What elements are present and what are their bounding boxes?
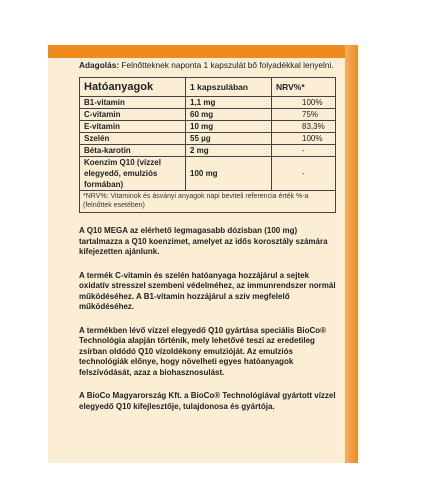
ingredient-nrv: - xyxy=(272,145,336,157)
top-orange-band xyxy=(48,45,358,58)
table-row xyxy=(80,145,336,157)
table-row xyxy=(80,109,336,121)
nrv-footnote: *NRV%: Vitaminok és ásványi anyagok napi beviteli referencia érték %-a (felnőttek esetében) xyxy=(80,191,336,213)
ingredient-amount: 1,1 mg xyxy=(186,97,272,109)
description-paragraph: A BioCo Magyarország Kft. a BioCo® Technológiával gyártott vízzel elegyedő Q10 kifejlesztője, tulajdonosa és gyártója. xyxy=(79,391,336,411)
ingredient-amount: 55 µg xyxy=(186,133,272,145)
ingredient-amount: 100 mg xyxy=(186,157,272,191)
dosage-instructions xyxy=(79,60,336,71)
right-orange-band xyxy=(345,45,358,463)
table-header-row xyxy=(80,78,336,97)
dosage-label: Adagolás: xyxy=(79,60,120,70)
ingredient-amount: 2 mg xyxy=(186,145,272,157)
table-row xyxy=(80,97,336,109)
header-active-ingredients: Hatóanyagok xyxy=(80,78,186,97)
description-paragraph: A termékben lévő vízzel elegyedő Q10 gyártása speciális BioCo® Technológia alapján történik, mely lehetővé teszi az eredetileg zsírban oldódó Q10 vízoldékony emulzióját. Az emulziós technológiák előnye, hogy növelheti egyes hatóanyagok felszívódását, azaz a biohasznosulást. xyxy=(79,325,327,377)
ingredient-name: Béta-karotin xyxy=(80,145,186,157)
ingredient-nrv: 100% xyxy=(272,97,336,109)
label-content xyxy=(79,60,336,412)
table-note-row xyxy=(80,191,336,213)
table-row xyxy=(80,121,336,133)
ingredient-nrv: 75% xyxy=(272,109,336,121)
ingredient-name: B1-vitamin xyxy=(80,97,186,109)
ingredient-amount: 10 mg xyxy=(186,121,272,133)
ingredient-name: Koenzim Q10 (vízzel elegyedő, emulziós formában) xyxy=(80,157,186,191)
ingredient-nrv: - xyxy=(272,157,336,191)
header-per-capsule: 1 kapszulában xyxy=(186,78,272,97)
ingredient-amount: 60 mg xyxy=(186,109,272,121)
description-paragraph: A termék C-vitamin és szelén hatóanyaga hozzájárul a sejtek oxidatív stresszel szembeni védelméhez, az immunrendszer normál működéséhez. A B1-vitamin hozzájárul a szív megfelelő működéséhez. xyxy=(79,270,336,311)
table-row xyxy=(80,157,336,191)
header-nrv: NRV%* xyxy=(272,78,336,97)
ingredient-name: Szelén xyxy=(80,133,186,145)
ingredient-name: E-vitamin xyxy=(80,121,186,133)
dosage-text: Felnőtteknek naponta 1 kapszulát bő folyadékkal lenyelni. xyxy=(121,60,334,70)
ingredients-table xyxy=(79,77,336,213)
ingredient-nrv: 100% xyxy=(272,133,336,145)
description-paragraph: A Q10 MEGA az elérhető legmagasabb dózisban (100 mg) tartalmazza a Q10 koenzimet, amelyet az idős korosztály számára kifejezetten ajánlunk. xyxy=(79,226,328,256)
table-row xyxy=(80,133,336,145)
ingredient-name: C-vitamin xyxy=(80,109,186,121)
ingredient-nrv: 83,3% xyxy=(272,121,336,133)
